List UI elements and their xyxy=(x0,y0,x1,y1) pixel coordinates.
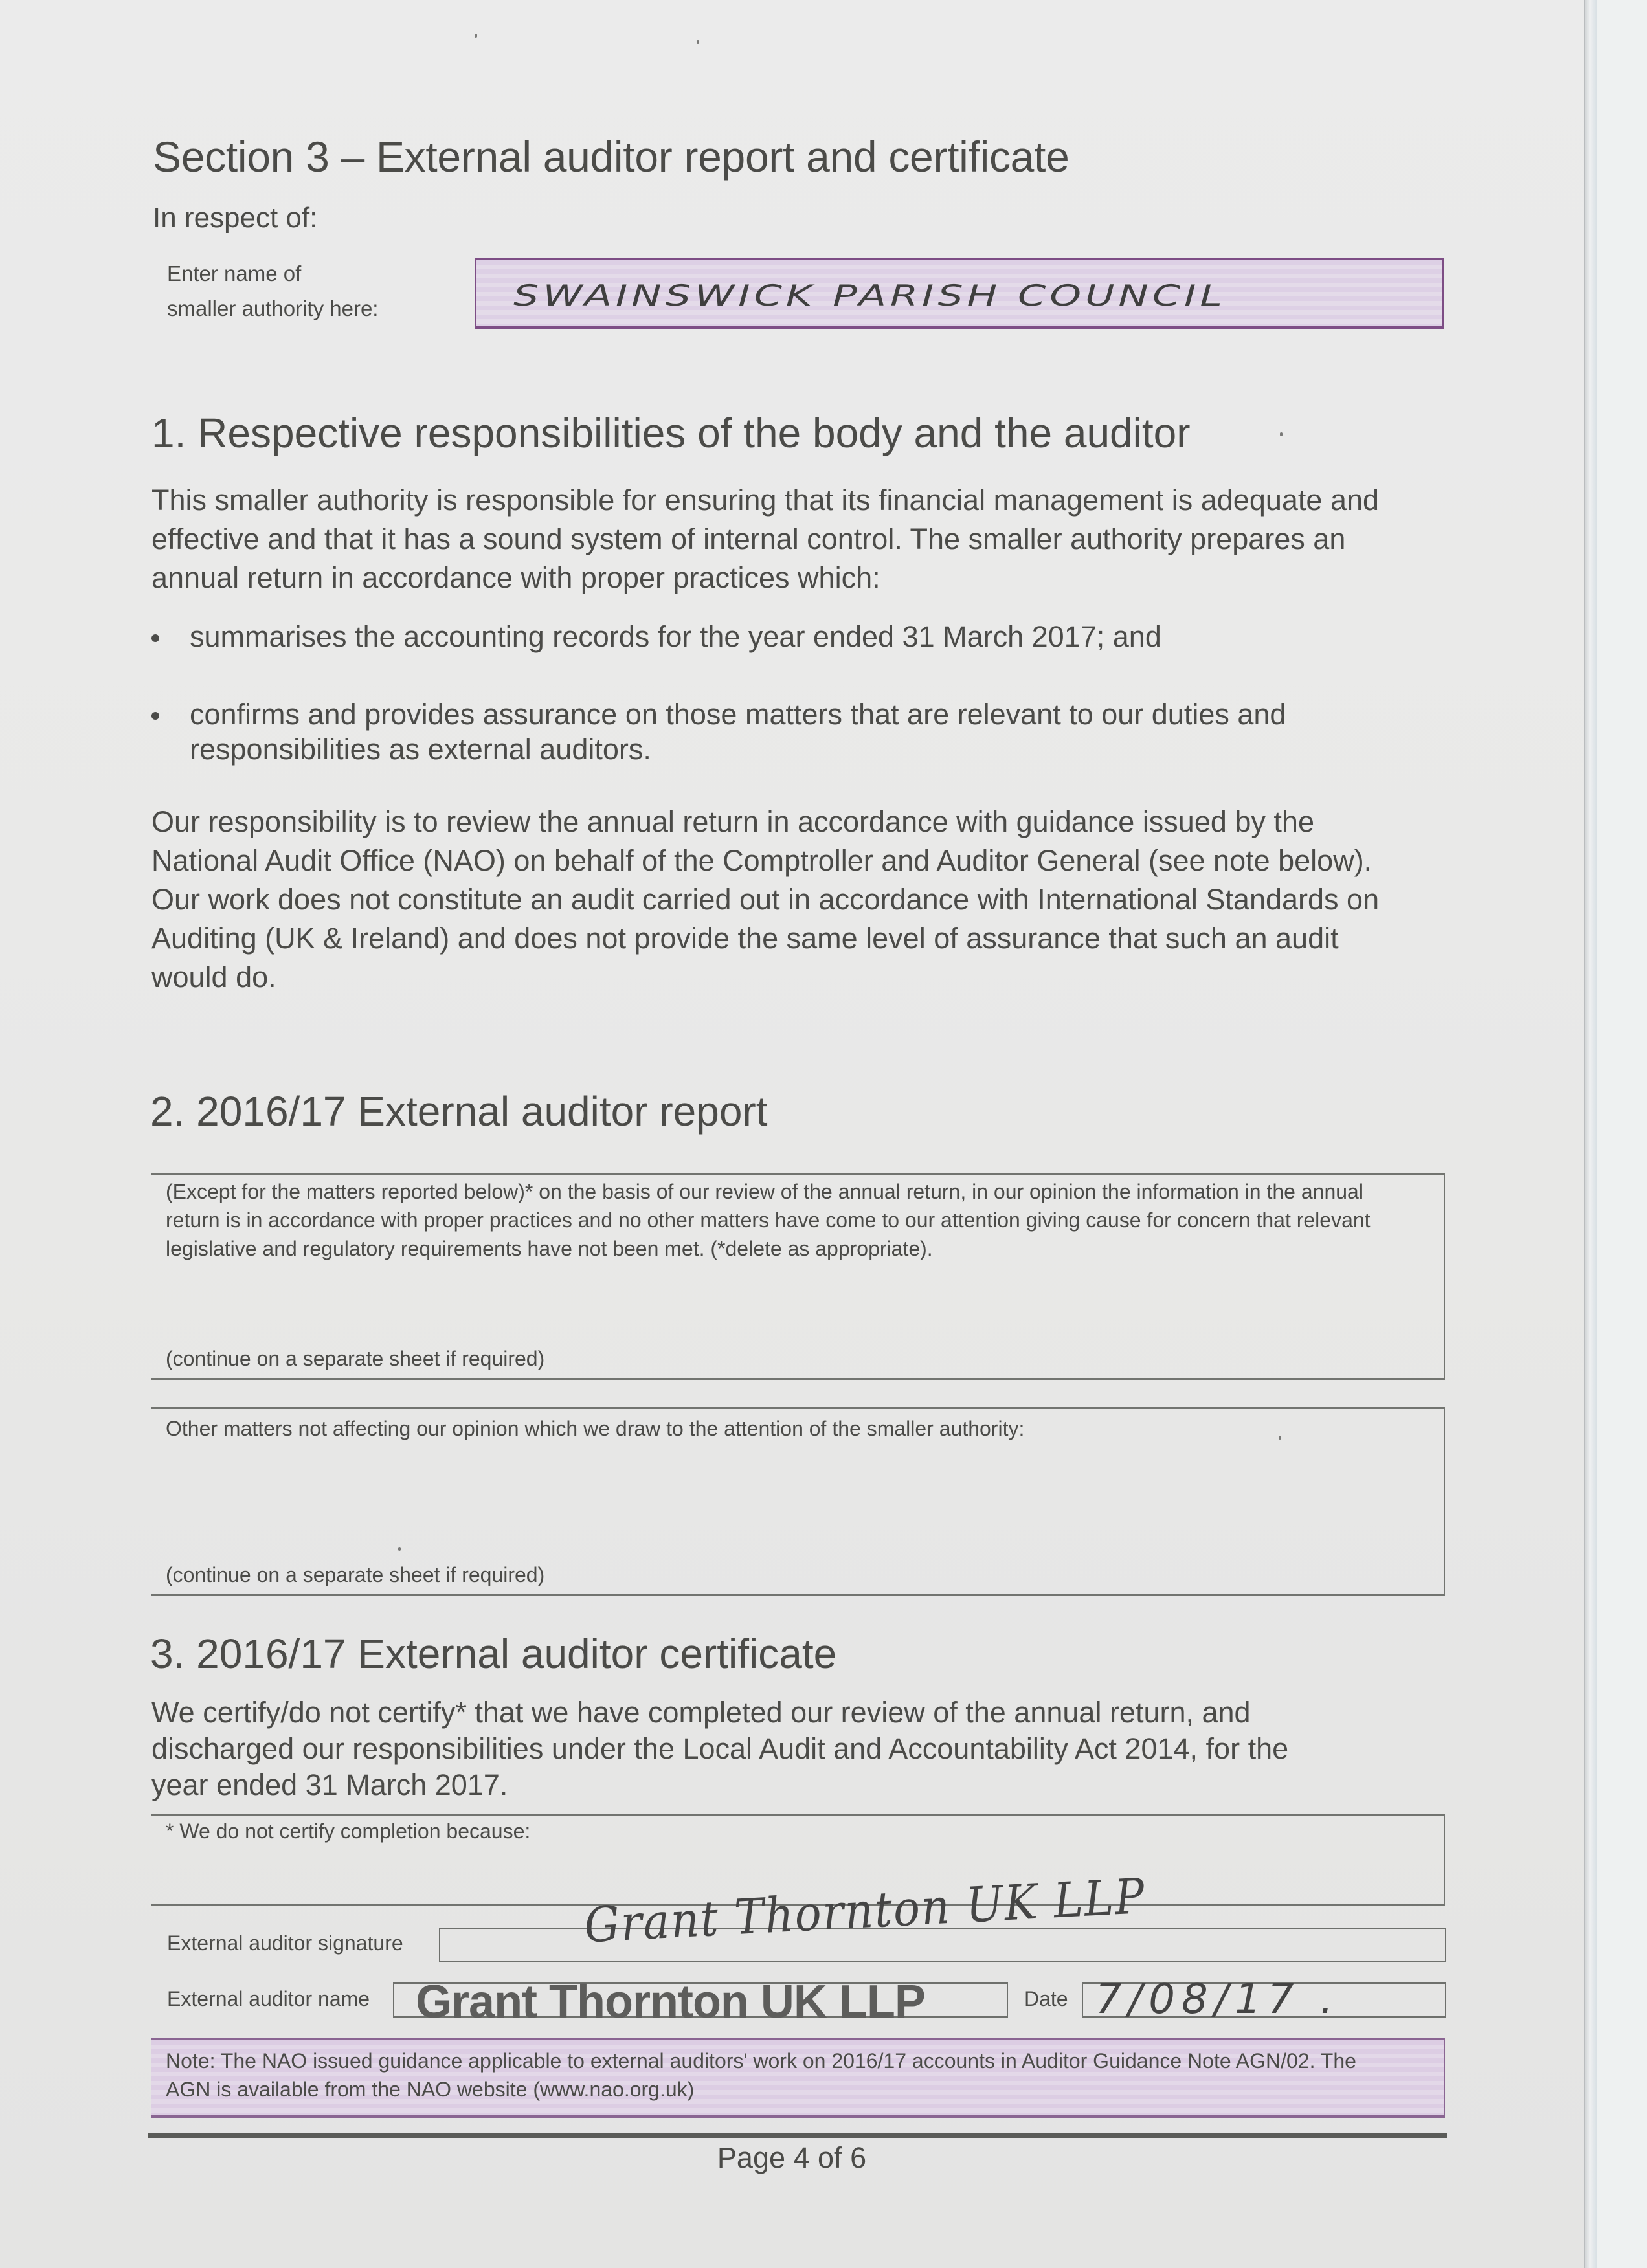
scanner-backing xyxy=(1597,0,1647,2268)
continue-note: (continue on a separate sheet if required) xyxy=(166,1347,545,1370)
authority-label-line1: Enter name of xyxy=(167,261,302,285)
page-number: Page 4 of 6 xyxy=(717,2141,867,2174)
certify-line: We certify/do not certify* that we have completed our review of the annual return, and xyxy=(151,1696,1251,1729)
intro-line: effective and that it has a sound system of internal control. The smaller authority prepares an xyxy=(151,522,1346,555)
scan-speck xyxy=(398,1547,401,1551)
signature-value: Grant Thornton UK LLP xyxy=(583,1868,1147,1954)
opinion-line: return is in accordance with proper practices and no other matters have come to our attention giving cause for concern that relevant xyxy=(166,1208,1371,1232)
bullet-dot-icon xyxy=(151,634,159,642)
bullet-dot-icon xyxy=(151,712,159,720)
section1-responsibility xyxy=(151,803,1453,997)
responsibility-line: National Audit Office (NAO) on behalf of the Comptroller and Auditor General (see note below). xyxy=(151,844,1372,877)
intro-line: This smaller authority is responsible for ensuring that its financial management is adequate and xyxy=(151,484,1380,517)
bullet-text: responsibilities as external auditors. xyxy=(190,733,651,766)
other-matters-label: Other matters not affecting our opinion which we draw to the attention of the smaller authority: xyxy=(166,1417,1025,1440)
intro-line: annual return in accordance with proper practices which: xyxy=(151,561,880,594)
continue-note: (continue on a separate sheet if required) xyxy=(166,1563,545,1586)
scan-speck xyxy=(1280,432,1283,436)
auditor-name-stamp: Grant Thornton UK LLP xyxy=(416,1976,925,2028)
authority-label-line2: smaller authority here: xyxy=(167,296,379,320)
responsibility-line: would do. xyxy=(151,961,276,994)
nao-note-box xyxy=(151,2038,1445,2118)
in-respect-of-label: In respect of: xyxy=(153,202,318,234)
responsibility-line: Our responsibility is to review the annual return in accordance with guidance issued by the xyxy=(151,805,1314,838)
responsibility-line: Auditing (UK & Ireland) and does not provide the same level of assurance that such an audit xyxy=(151,922,1339,955)
note-line: Note: The NAO issued guidance applicable to external auditors' work on 2016/17 accounts in Auditor Guidance Note AGN/02. The xyxy=(166,2049,1356,2073)
date-value: 7/08/17 . xyxy=(1095,1975,1340,2023)
signature-label: External auditor signature xyxy=(167,1931,403,1955)
authority-name-field[interactable] xyxy=(475,258,1444,329)
section2-heading: 2. 2016/17 External auditor report xyxy=(150,1088,768,1135)
section1-heading: 1. Respective responsibilities of the body and the auditor xyxy=(151,410,1191,456)
other-matters-box[interactable] xyxy=(151,1407,1445,1596)
bullet-item xyxy=(151,697,1433,767)
bullet-text: confirms and provides assurance on those matters that are relevant to our duties and xyxy=(190,698,1286,731)
certify-line: year ended 31 March 2017. xyxy=(151,1768,508,1801)
bullet-text: summarises the accounting records for the year ended 31 March 2017; and xyxy=(190,620,1161,653)
opinion-line: (Except for the matters reported below)* on the basis of our review of the annual return, in our opinion the information in the annual xyxy=(166,1180,1363,1203)
opinion-text xyxy=(166,1177,1435,1263)
scan-speck xyxy=(1279,1436,1281,1440)
scan-speck xyxy=(475,34,477,38)
authority-name-value: SWAINSWICK PARISH COUNCIL xyxy=(513,278,1226,313)
footer-divider xyxy=(148,2133,1447,2138)
not-certify-label: * We do not certify completion because: xyxy=(166,1819,531,1843)
section1-intro xyxy=(151,481,1453,597)
scan-speck xyxy=(697,40,699,44)
section3-heading: 3. 2016/17 External auditor certificate xyxy=(150,1630,837,1677)
certify-line: discharged our responsibilities under the Local Audit and Accountability Act 2014, for the xyxy=(151,1732,1289,1765)
responsibility-line: Our work does not constitute an audit carried out in accordance with International Standards on xyxy=(151,883,1380,916)
bullet-item xyxy=(151,619,1433,654)
note-line: AGN is available from the NAO website (www.nao.org.uk) xyxy=(166,2078,695,2101)
date-label: Date xyxy=(1024,1987,1068,2010)
certify-statement xyxy=(151,1695,1453,1803)
auditor-name-label: External auditor name xyxy=(167,1987,370,2010)
nao-note-text xyxy=(166,2047,1435,2104)
page-edge xyxy=(1584,0,1598,2268)
opinion-box[interactable] xyxy=(151,1173,1445,1380)
opinion-line: legislative and regulatory requirements have not been met. (*delete as appropriate). xyxy=(166,1237,933,1260)
section-title: Section 3 – External auditor report and certificate xyxy=(153,133,1070,181)
